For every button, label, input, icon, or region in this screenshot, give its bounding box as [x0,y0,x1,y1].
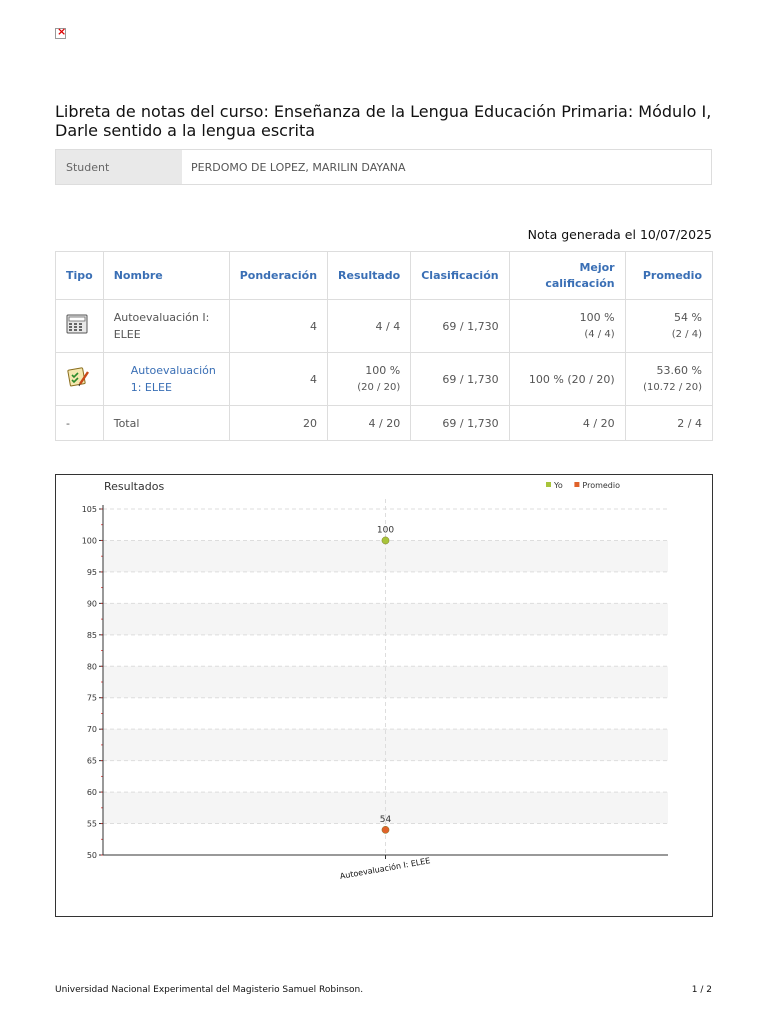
header-resultado: Resultado [328,252,411,300]
generated-date: Nota generada el 10/07/2025 [527,227,712,242]
promedio-sub: (2 / 4) [671,329,702,340]
data-label: 54 [379,814,392,825]
nombre-cell: Total [103,406,229,441]
y-tick-label: 95 [86,567,97,577]
resultado-value: 100 % [365,364,401,377]
table-row [56,353,713,406]
ponderacion-cell: 4 [229,353,327,406]
y-tick-label: 100 [81,536,97,546]
student-label: Student [56,150,182,184]
grades-table [55,251,713,441]
y-tick-label: 90 [86,599,97,609]
y-tick-label: 60 [86,788,97,798]
data-point-promedio [382,826,389,833]
promedio-cell: 2 / 4 [625,406,712,441]
mejor-cell [509,300,625,353]
tipo-cell [56,353,104,406]
table-row-total [56,406,713,441]
page-title: Libreta de notas del curso: Enseñanza de la Lengua Educación Primaria: Módulo I, Darle sentido a la lengua escrita [55,102,712,140]
table-row [56,300,713,353]
promedio-value: 54 % [674,311,702,324]
y-tick-label: 65 [86,756,97,766]
y-tick-label: 85 [86,630,97,640]
quiz-checklist-icon [66,366,90,388]
ponderacion-cell: 4 [229,300,327,353]
student-info [55,149,712,185]
resultado-sub: (20 / 20) [357,382,401,393]
broken-image-icon [55,28,66,39]
clasificacion-cell: 69 / 1,730 [411,300,509,353]
x-tick-label: Autoevaluación I: ELEE [339,856,431,881]
legend-swatch [574,482,579,487]
mejor-sub: (4 / 4) [584,329,615,340]
tipo-cell [56,300,104,353]
results-chart [55,474,713,917]
promedio-sub: (10.72 / 20) [643,382,702,393]
header-mejor: Mejor calificación [509,252,625,300]
y-tick-label: 50 [86,851,97,860]
mejor-cell: 4 / 20 [509,406,625,441]
y-tick-label: 80 [86,662,97,672]
clasificacion-cell: 69 / 1,730 [411,406,509,441]
header-ponderacion: Ponderación [229,252,327,300]
tipo-cell: - [56,406,104,441]
y-tick-label: 105 [81,505,97,514]
data-label: 100 [376,525,395,536]
nombre-cell: Autoevaluación I: ELEE [103,300,229,353]
header-clasificacion: Clasificación [411,252,509,300]
student-name: PERDOMO DE LOPEZ, MARILIN DAYANA [191,160,406,174]
y-tick-label: 75 [86,693,97,703]
y-tick-label: 70 [86,725,97,735]
legend-label: Yo [554,481,563,490]
chart-legend [546,481,620,490]
promedio-value: 53.60 % [656,364,702,377]
header-promedio: Promedio [625,252,712,300]
resultado-cell: 4 / 4 [328,300,411,353]
resultado-cell: 4 / 20 [328,406,411,441]
footer-page-number: 1 / 2 [691,985,712,995]
header-nombre: Nombre [103,252,229,300]
quiz-link[interactable]: Autoevaluación 1: ELEE [103,353,229,406]
ponderacion-cell: 20 [229,406,327,441]
promedio-cell [625,300,712,353]
mejor-cell: 100 % (20 / 20) [509,353,625,406]
clasificacion-cell: 69 / 1,730 [411,353,509,406]
footer-institution: Universidad Nacional Experimental del Magisterio Samuel Robinson. [55,985,364,995]
chart-title: Resultados [104,480,165,493]
data-point-yo [382,537,389,544]
resultado-cell [328,353,411,406]
legend-swatch [546,482,551,487]
calculator-icon [66,313,88,335]
promedio-cell [625,353,712,406]
mejor-value: 100 % [579,311,615,324]
y-tick-label: 55 [86,819,97,829]
table-header-row [56,252,713,300]
chart-svg [56,475,712,916]
header-tipo: Tipo [56,252,104,300]
legend-label: Promedio [582,481,621,490]
